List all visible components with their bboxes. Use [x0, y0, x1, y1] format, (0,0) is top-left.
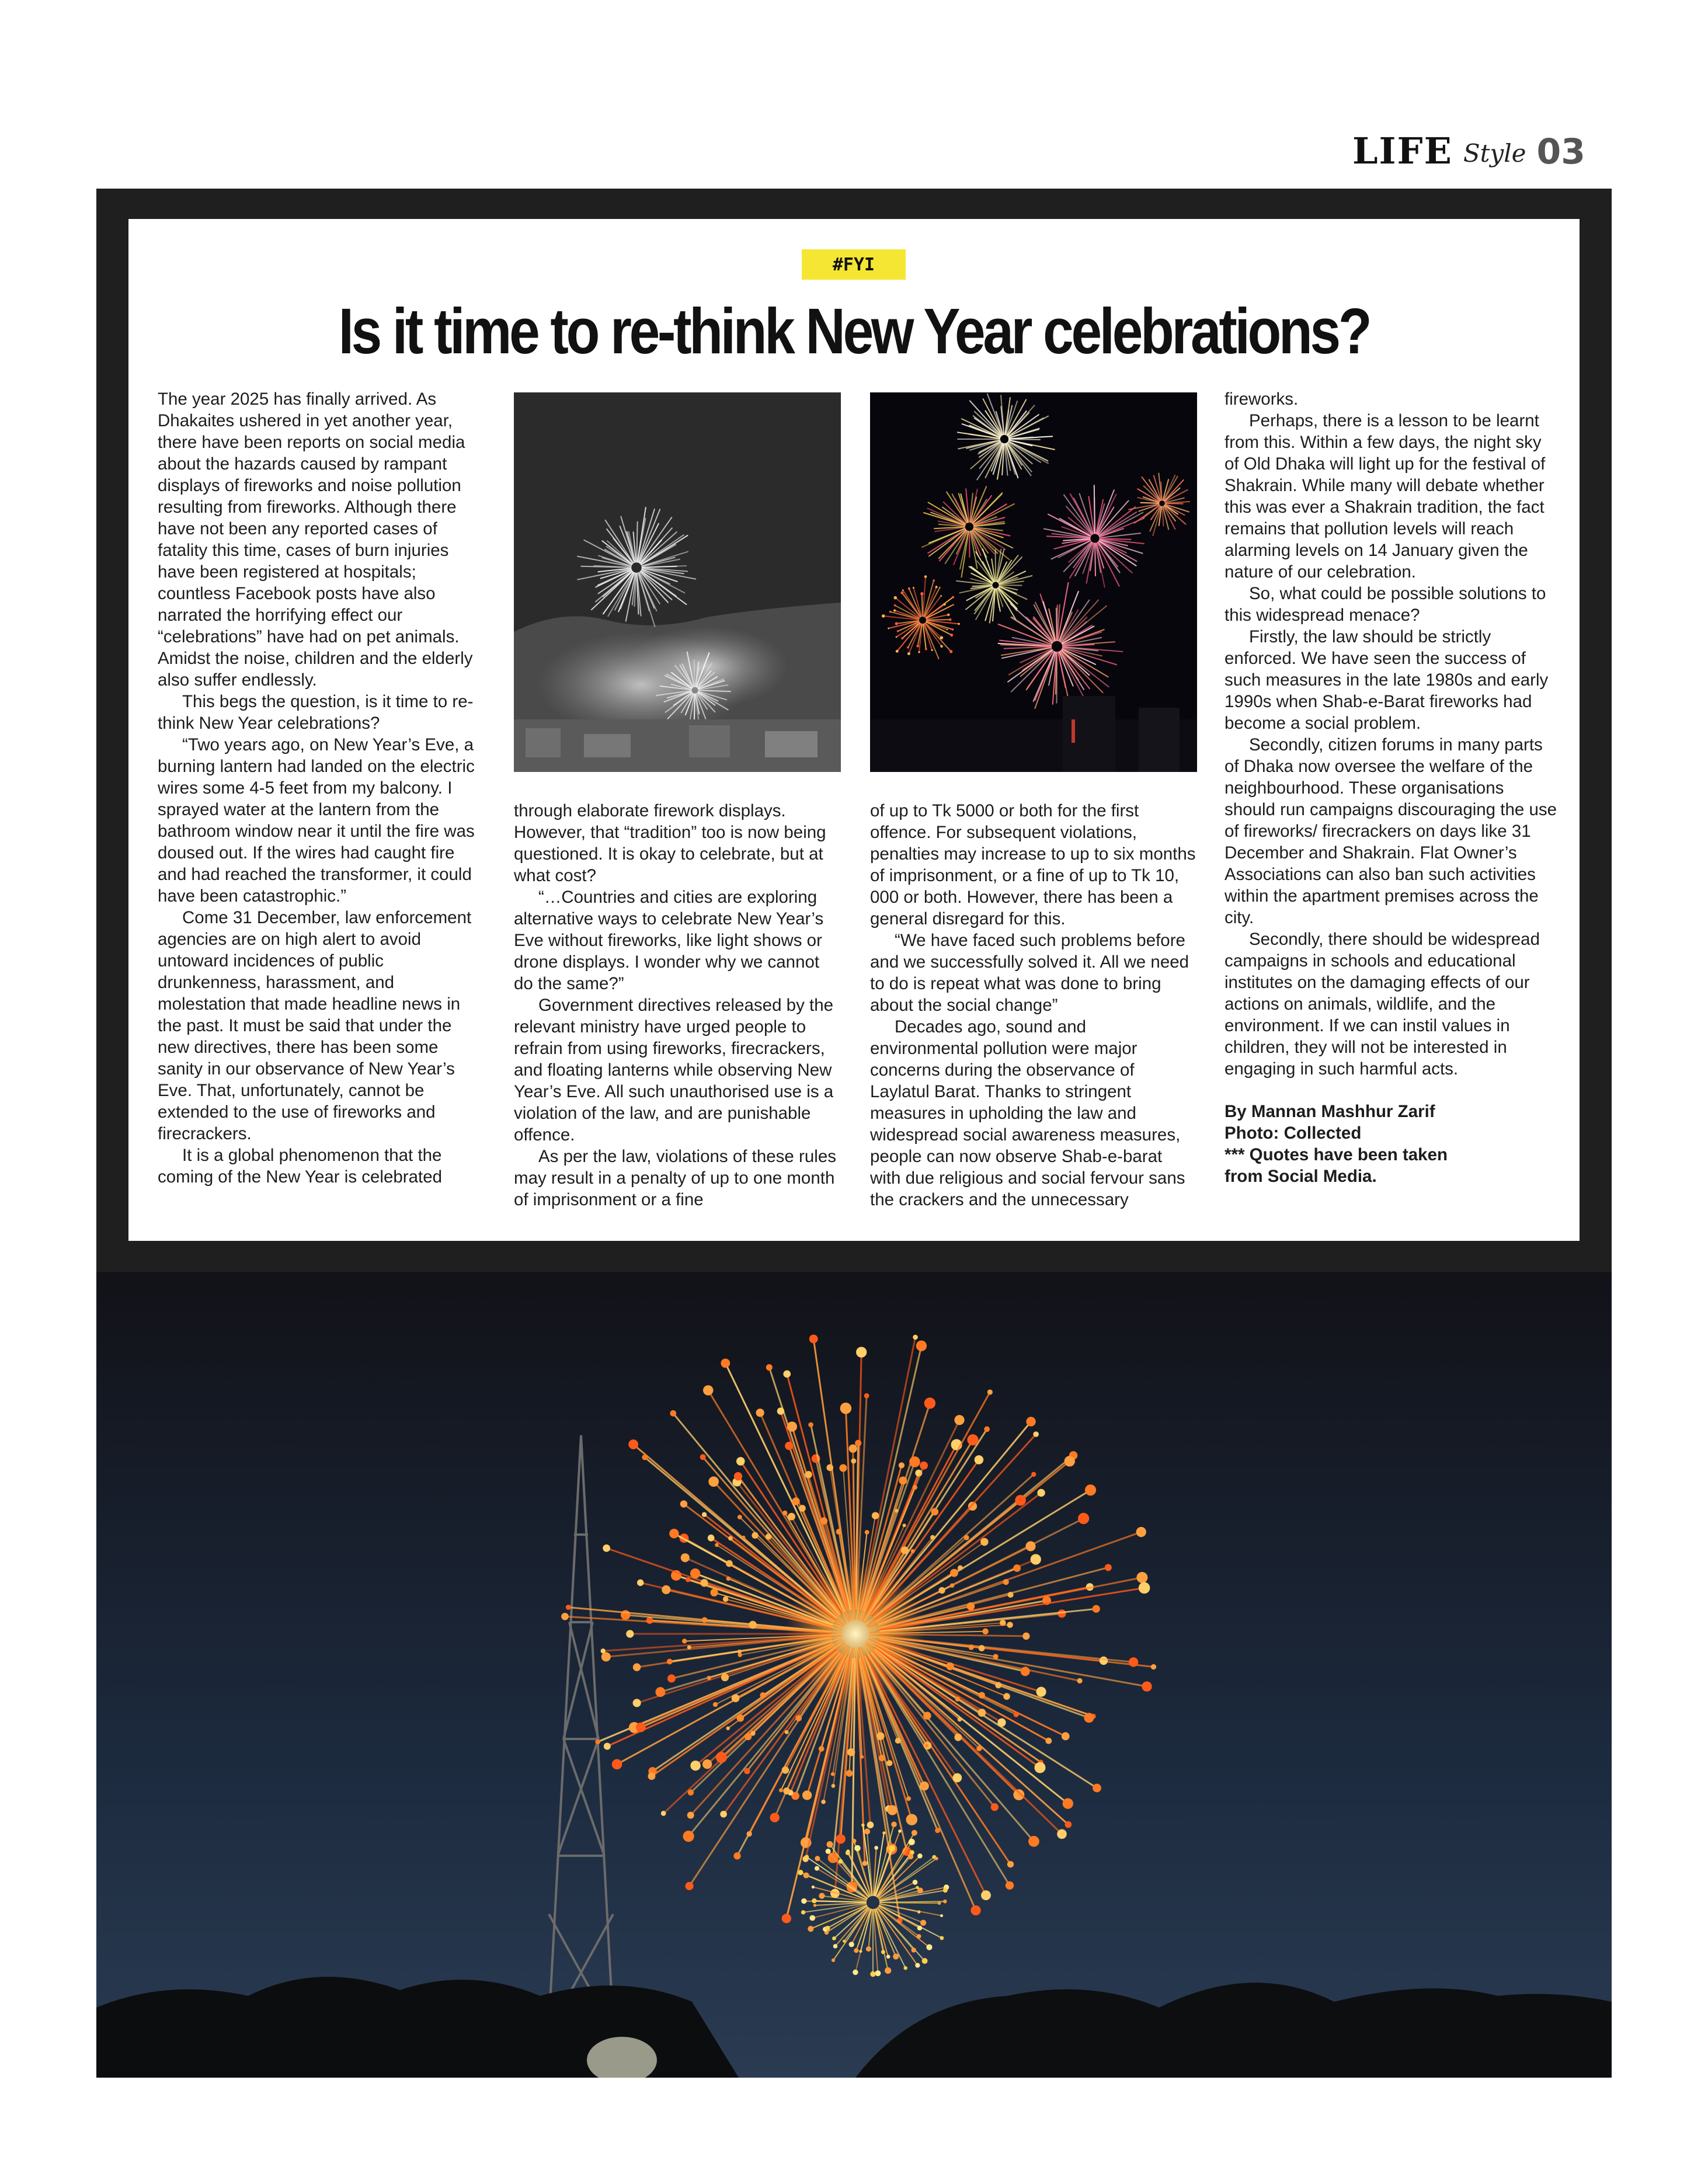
paragraph: Secondly, there should be widespread campaigns in schools and educational institutes on the damaging effects of our actions on animals, wildlife, and the environment. If we can instil values in children, they will not be interested in engaging in such harmful acts.	[1225, 930, 1540, 1079]
paragraph: fireworks.	[1225, 389, 1299, 409]
paragraph: Come 31 December, law enforcement agencies are on high alert to avoid untoward incidences of public drunkenness, harassment, and molestation that made headline news in the past. It must be said that under the new directives, there has been some sanity in our observance of New Year’s Eve. That, unfortunately, cannot be extended to the use of fireworks and firecrackers.	[158, 908, 472, 1143]
logo-life-wordmark: LIFE	[1352, 130, 1453, 172]
paragraph: Firstly, the law should be strictly enforced. We have seen the success of such measures in the late 1980s and early 1990s when Shab-e-Barat fireworks had become a social problem.	[1225, 627, 1549, 733]
paragraph: of up to Tk 5000 or both for the first offence. For subsequent violations, penalties may increase to up to six months of imprisonment, or a fine of up to Tk 10, 000 or both. However, there has been a general disregard for this.	[870, 801, 1196, 928]
photo-credit: Photo: Collected	[1225, 1123, 1362, 1143]
paragraph: As per the law, violations of these rules may result in a penalty of up to one month of imprisonment or a fine	[514, 1147, 836, 1209]
article-column-3	[870, 800, 1197, 1211]
paragraph: “Two years ago, on New Year’s Eve, a burning lantern had landed on the electric wires some 4-5 feet from my balcony. I sprayed water at the lantern from the bathroom window near it until the fire was doused out. If the wires had caught fire and had reached the transformer, it could have been catastrophic.”	[158, 735, 475, 906]
paragraph: “We have faced such problems before and we successfully solved it. All we need to do is repeat what was done to bring about the social change”	[870, 931, 1189, 1015]
logo-style-script: Style	[1463, 139, 1526, 168]
article-column-4	[1225, 388, 1557, 1187]
paragraph: It is a global phenomenon that the coming of the New Year is celebrated	[158, 1146, 443, 1187]
section-tag: #FYI	[802, 249, 906, 280]
paragraph: “…Countries and cities are exploring alternative ways to celebrate New Year’s Eve without fireworks, like light shows or drone displays. I wonder why we cannot do the same?”	[514, 888, 824, 993]
paragraph: Government directives released by the relevant ministry have urged people to refrain from using fireworks, firecrackers, and floating lanterns while observing New Year’s Eve. All such unauthorised use is a violation of the law, and are punishable offence.	[514, 996, 834, 1145]
paragraph: Secondly, citizen forums in many parts of Dhaka now oversee the welfare of the neighbourhood. These organisations should run campaigns discouraging the use of fireworks/ firecrackers on days like 31 December and Shakrain. Flat Owner’s Associations can also ban such activities within the apartment premises across the city.	[1225, 735, 1557, 927]
page-number: 03	[1536, 131, 1585, 172]
page-frame	[96, 189, 1612, 2078]
color-fireworks-photo	[870, 392, 1197, 772]
magazine-logo	[1352, 117, 1585, 172]
article-headline: Is it time to re-think New Year celebrations?	[338, 295, 1370, 367]
paragraph: This begs the question, is it time to re-think New Year celebrations?	[158, 692, 474, 733]
paragraph: The year 2025 has finally arrived. As Dhakaites ushered in yet another year, there have been reports on social media about the hazards caused by rampant displays of fireworks and noise pollution resulting from fireworks. Although there have not been any reported cases of fatality this time, cases of burn injuries have been registered at hospitals; countless Facebook posts have also narrated the horrifying effect our “celebrations” have had on pet animals. Amidst the noise, children and the elderly also suffer endlessly.	[158, 389, 473, 690]
paragraph: So, what could be possible solutions to this widespread menace?	[1225, 584, 1546, 625]
color-fireworks-illustration	[870, 392, 1197, 772]
bw-fireworks-photo	[514, 392, 841, 772]
hero-fireworks-illustration	[96, 1272, 1612, 2078]
quote-note-continued: from Social Media.	[1225, 1167, 1377, 1186]
paragraph: through elaborate firework displays. However, that “tradition” too is now being questioned. It is okay to celebrate, but at what cost?	[514, 801, 826, 885]
hero-fireworks-photo	[96, 1272, 1612, 2078]
paragraph: Perhaps, there is a lesson to be learnt from this. Within a few days, the night sky of Old Dhaka will light up for the festival of Shakrain. While many will debate whether this was ever a Shakrain tradition, the fact remains that pollution levels will reach alarming levels on 14 January given the nature of our celebration.	[1225, 411, 1546, 582]
article-column-2	[514, 800, 841, 1211]
author-credit: By Mannan Mashhur Zarif	[1225, 1102, 1435, 1121]
quote-note: *** Quotes have been taken	[1225, 1145, 1448, 1164]
article-column-1	[158, 388, 485, 1188]
paragraph: Decades ago, sound and environmental pollution were major concerns during the observance of Laylatul Barat. Thanks to stringent measures in upholding the law and widespread social awareness measures, people can now observe Shab-e-barat with due religious and social fervour sans the crackers and the unnecessary	[870, 1017, 1185, 1209]
bw-fireworks-illustration	[514, 392, 841, 772]
byline	[1225, 1101, 1557, 1187]
article-card	[128, 219, 1580, 1241]
